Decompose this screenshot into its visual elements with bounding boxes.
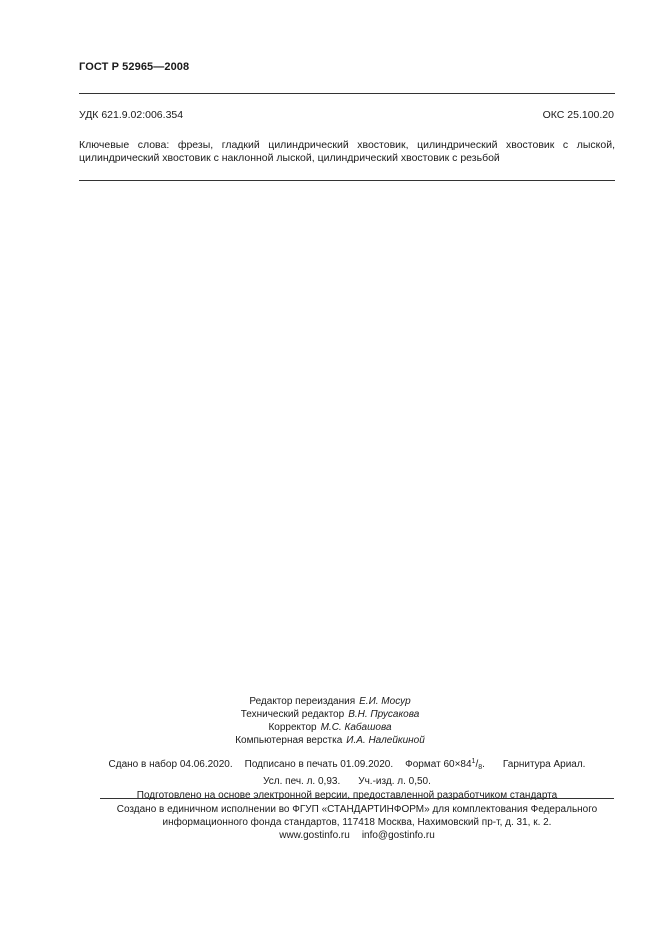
credit-name: И.А. Налейкиной bbox=[346, 735, 425, 746]
keywords-block bbox=[79, 139, 615, 165]
signed-date: Подписано в печать 01.09.2020. bbox=[244, 759, 394, 770]
credit-row-editor bbox=[150, 695, 510, 708]
print-sheets: Усл. печ. л. 0,93. bbox=[263, 776, 341, 787]
imprint-row-2 bbox=[79, 775, 615, 789]
credit-role: Технический редактор bbox=[240, 709, 345, 720]
oks-code: ОКС 25.100.20 bbox=[542, 109, 614, 121]
keywords-line-2: цилиндрический хвостовик с наклонной лыской, цилиндрический хвостовик с резьбой bbox=[79, 152, 500, 164]
credit-name: М.С. Кабашова bbox=[320, 722, 392, 733]
credit-role: Редактор переиздания bbox=[249, 696, 356, 707]
imprint-row-3 bbox=[79, 789, 615, 803]
publisher-sheets: Уч.-изд. л. 0,50. bbox=[358, 776, 431, 787]
standard-number: ГОСТ Р 52965—2008 bbox=[79, 61, 190, 73]
credit-row-layout bbox=[150, 734, 510, 747]
prepared-note: Подготовлено на основе электронной версии, предоставленной разработчиком стандарта bbox=[136, 790, 558, 801]
footer-line-2: информационного фонда стандартов, 117418 Москва, Нахимовский пр-т, д. 31, к. 2. bbox=[162, 817, 552, 828]
keywords-divider bbox=[79, 180, 615, 181]
credit-name: Е.И. Мосур bbox=[359, 696, 411, 707]
typeface: Гарнитура Ариал. bbox=[502, 759, 586, 770]
credit-role: Компьютерная верстка bbox=[235, 735, 343, 746]
footer-line-1: Создано в единичном исполнении во ФГУП «СТАНДАРТИНФОРМ» для комплектования Федерального bbox=[116, 804, 598, 815]
website-link[interactable]: www.gostinfo.ru bbox=[279, 830, 350, 841]
credits-block bbox=[150, 695, 510, 747]
credit-row-proofreader bbox=[150, 721, 510, 734]
footer-divider bbox=[100, 798, 614, 799]
header-divider bbox=[79, 93, 615, 94]
credit-role: Корректор bbox=[268, 722, 317, 733]
imprint-block bbox=[79, 755, 615, 803]
typeset-date: Сдано в набор 04.06.2020. bbox=[108, 759, 233, 770]
keywords-line-1: Ключевые слова: фрезы, гладкий цилиндрический хвостовик, цилиндрический хвостовик с лыской, bbox=[79, 139, 615, 151]
udk-code: УДК 621.9.02:006.354 bbox=[79, 109, 184, 121]
paper-format: Формат $60\times 84^1/_8$. bbox=[405, 758, 485, 771]
credit-name: В.Н. Прусакова bbox=[348, 709, 420, 720]
credit-row-tech-editor bbox=[150, 708, 510, 721]
footer-contacts bbox=[100, 829, 614, 842]
email-link[interactable]: info@gostinfo.ru bbox=[361, 830, 435, 841]
footer-block bbox=[100, 803, 614, 842]
imprint-row-1 bbox=[79, 755, 615, 775]
